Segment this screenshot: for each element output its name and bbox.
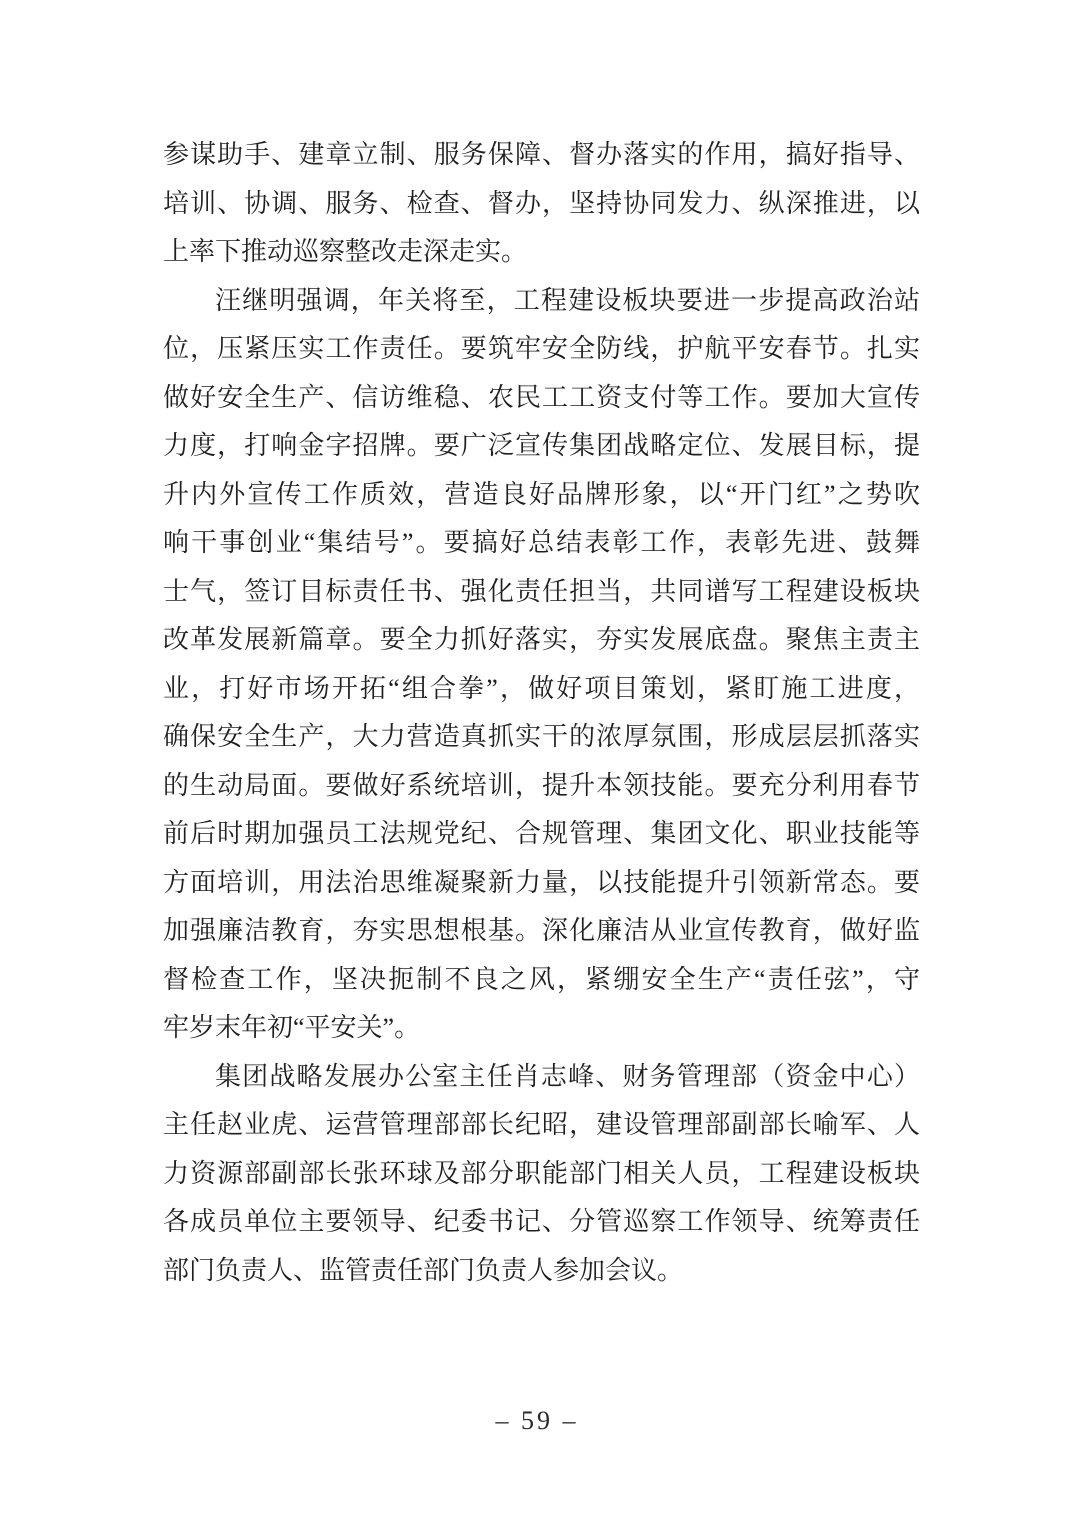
text-line: 牢岁末年初“平安关”。	[163, 1013, 421, 1042]
paragraph	[163, 277, 920, 1053]
paragraph	[163, 1053, 920, 1296]
text-line: 业，打好市场开拓“组合拳”，做好项目策划，紧盯施工进度，	[163, 673, 920, 703]
text-line: 上率下推动巡察整改走深走实。	[163, 237, 528, 266]
text-line: 主任赵业虎、运营管理部部长纪昭，建设管理部副部长喻军、人	[163, 1110, 920, 1139]
text-line: 升内外宣传工作质效，营造良好品牌形象，以“开门红”之势吹	[163, 479, 920, 509]
text-line: 部门负责人、监管责任部门负责人参加会议。	[163, 1255, 684, 1285]
text-line: 督检查工作，坚决扼制不良之风，紧绷安全生产“责任弦”，守	[163, 964, 920, 994]
text-line: 的生动局面。要做好系统培训，提升本领技能。要充分利用春节	[163, 770, 920, 800]
document-body-text	[163, 131, 920, 1295]
text-line: 确保安全生产，大力营造真抓实干的浓厚氛围，形成层层抓落实	[163, 722, 920, 751]
text-line: 做好安全生产、信访维稳、农民工工资支付等工作。要加大宣传	[163, 382, 920, 412]
text-line: 加强廉洁教育，夯实思想根基。深化廉洁从业宣传教育，做好监	[163, 916, 920, 945]
text-line: 前后时期加强员工法规党纪、合规管理、集团文化、职业技能等	[163, 819, 920, 848]
page-number: – 59 –	[495, 1406, 579, 1435]
text-line: 力度，打响金字招牌。要广泛宣传集团战略定位、发展目标，提	[163, 431, 920, 460]
text-line: 培训、协调、服务、检查、督办，坚持协同发力、纵深推进，以	[163, 188, 920, 218]
text-line: 汪继明强调，年关将至，工程建设板块要进一步提高政治站	[215, 285, 920, 315]
text-line: 士气，签订目标责任书、强化责任担当，共同谱写工程建设板块	[163, 576, 920, 606]
text-line: 位，压紧压实工作责任。要筑牢安全防线，护航平安春节。扎实	[163, 334, 920, 363]
text-line: 集团战略发展办公室主任肖志峰、财务管理部（资金中心）	[215, 1061, 920, 1091]
text-line: 力资源部副部长张环球及部分职能部门相关人员，工程建设板块	[163, 1158, 920, 1188]
text-line: 改革发展新篇章。要全力抓好落实，夯实发展底盘。聚焦主责主	[163, 625, 920, 654]
text-line: 方面培训，用法治思维凝聚新力量，以技能提升引领新常态。要	[163, 867, 920, 897]
text-line: 响干事创业“集结号”。要搞好总结表彰工作，表彰先进、鼓舞	[163, 528, 920, 557]
text-line: 参谋助手、建章立制、服务保障、督办落实的作用，搞好指导、	[163, 140, 920, 169]
paragraph	[163, 131, 920, 277]
text-line: 各成员单位主要领导、纪委书记、分管巡察工作领导、统筹责任	[163, 1207, 920, 1236]
